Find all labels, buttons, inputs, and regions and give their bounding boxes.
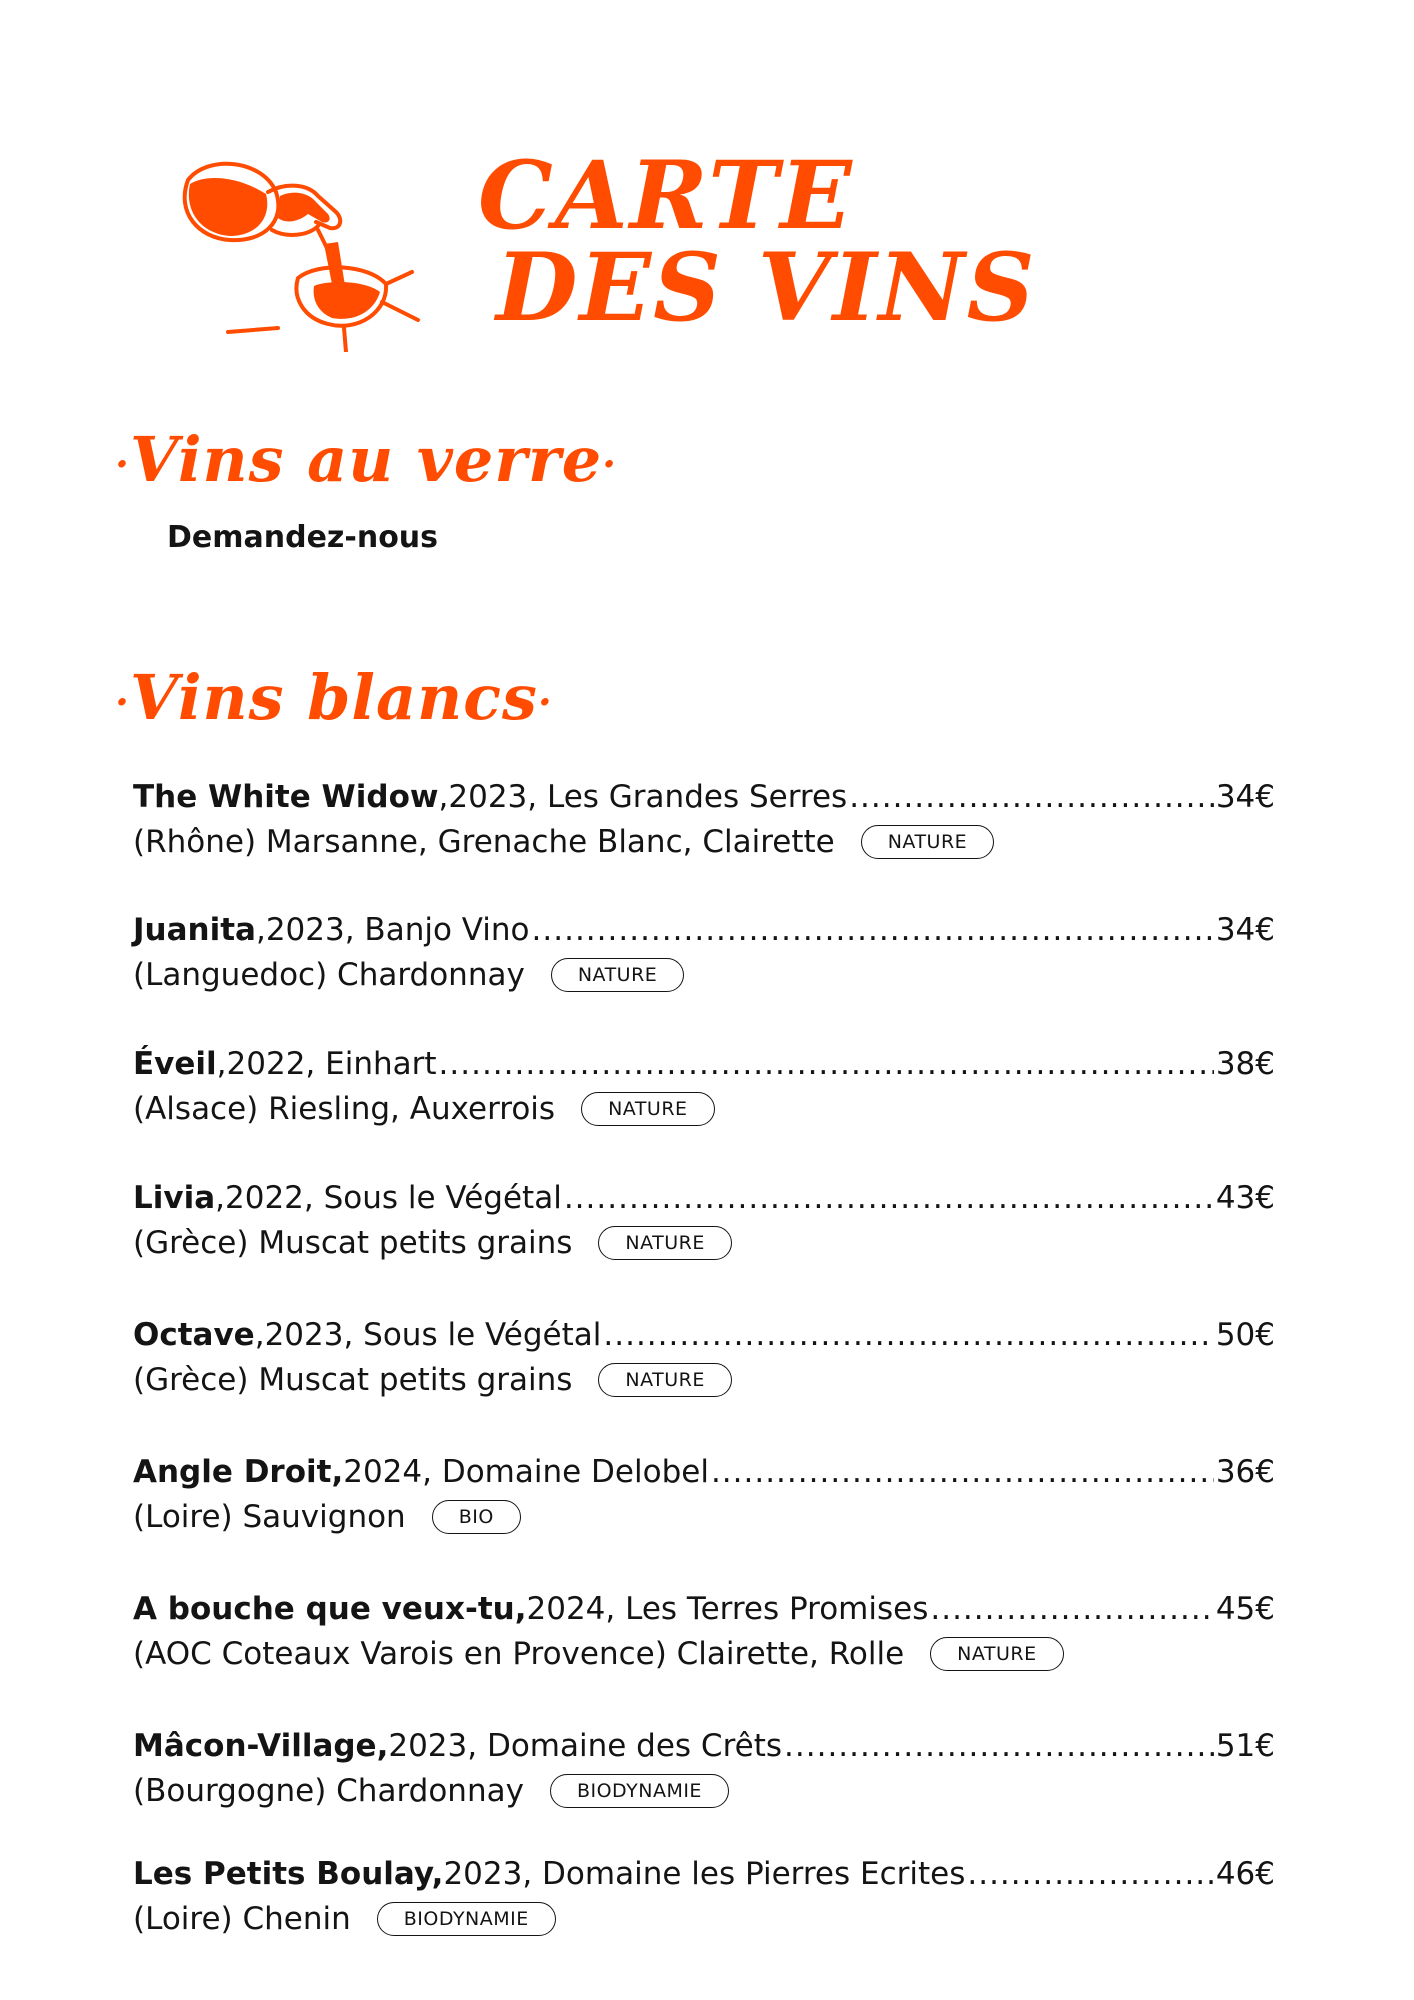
wine-details: 2023, Sous le Végétal <box>264 1317 602 1353</box>
section-heading-text: Vins au verre <box>129 423 603 496</box>
wine-price: 45€ <box>1215 1591 1275 1627</box>
wine-name: Livia <box>133 1180 216 1216</box>
wine-title-line <box>133 1313 1275 1357</box>
wine-region: (Loire) Sauvignon <box>133 1499 406 1535</box>
title-line-2: DES VINS <box>496 233 1037 343</box>
wine-name-separator: , <box>438 779 449 815</box>
wine-badge: NATURE <box>930 1637 1063 1671</box>
wine-badge: NATURE <box>581 1092 714 1126</box>
wine-name-separator: , <box>216 1046 227 1082</box>
leader-dots <box>784 1724 1214 1768</box>
wine-entry <box>133 1450 1275 1546</box>
wine-name-separator: , <box>254 1317 265 1353</box>
wine-region-line <box>133 1768 1275 1814</box>
wine-badge: NATURE <box>598 1226 731 1260</box>
bullet-dot-icon: · <box>602 441 618 488</box>
bullet-dot-icon: · <box>115 441 130 488</box>
wine-region: (Bourgogne) Chardonnay <box>133 1773 524 1809</box>
wine-price: 34€ <box>1215 912 1275 948</box>
wine-details: 2023, Les Grandes Serres <box>448 779 848 815</box>
wine-name: Octave <box>133 1317 255 1353</box>
glass-wine-note: Demandez-nous <box>167 520 439 555</box>
leader-dots <box>930 1587 1213 1631</box>
wine-region-line <box>133 952 1275 998</box>
wine-price: 51€ <box>1215 1728 1275 1764</box>
wine-region-line <box>133 1220 1275 1266</box>
wine-badge: BIODYNAMIE <box>377 1902 556 1936</box>
leader-dots <box>603 1313 1213 1357</box>
wine-region: (Languedoc) Chardonnay <box>133 957 525 993</box>
section-heading-text: Vins blancs <box>129 661 538 734</box>
wine-title-line <box>133 1042 1275 1086</box>
wine-entry <box>133 1176 1275 1272</box>
wine-details: 2023, Domaine les Pierres Ecrites <box>443 1856 966 1892</box>
wine-name: Mâcon-Village, <box>133 1728 389 1764</box>
wine-region-line <box>133 1494 1275 1540</box>
wine-region-line <box>133 1896 1275 1942</box>
wine-entry <box>133 1587 1275 1683</box>
wine-title-line <box>133 1587 1275 1631</box>
wine-name-separator: , <box>215 1180 225 1216</box>
wine-badge: NATURE <box>551 958 684 992</box>
wine-name: The White Widow <box>133 779 439 815</box>
wine-name: Les Petits Boulay, <box>133 1856 444 1892</box>
leader-dots <box>532 908 1214 952</box>
wine-details: 2022, Einhart <box>226 1046 437 1082</box>
wine-title-line <box>133 1852 1275 1896</box>
leader-dots <box>967 1852 1213 1896</box>
wine-title-line <box>133 908 1275 952</box>
title-line-1: CARTE <box>478 141 854 251</box>
wine-name: Éveil <box>133 1046 217 1082</box>
wine-price: 50€ <box>1215 1317 1275 1353</box>
section-heading-vins-au-verre <box>115 425 617 500</box>
wine-badge: NATURE <box>861 825 994 859</box>
leader-dots <box>711 1450 1214 1494</box>
wine-region: (Alsace) Riesling, Auxerrois <box>133 1091 556 1127</box>
wine-entry <box>133 1313 1275 1409</box>
wine-region: (AOC Coteaux Varois en Provence) Clairette, Rolle <box>133 1636 905 1672</box>
wine-title-line <box>133 1176 1275 1220</box>
wine-badge: BIO <box>432 1500 521 1534</box>
wine-region: (Grèce) Muscat petits grains <box>133 1362 573 1398</box>
wine-details: 2024, Les Terres Promises <box>526 1591 929 1627</box>
page-title <box>478 141 1037 343</box>
wine-entry <box>133 1852 1275 1948</box>
wine-title-line <box>133 1450 1275 1494</box>
wine-entry <box>133 1724 1275 1820</box>
wine-region: (Grèce) Muscat petits grains <box>133 1225 573 1261</box>
leader-dots <box>439 1042 1214 1086</box>
wine-entry <box>133 1042 1275 1138</box>
wine-details: 2023, Domaine des Crêts <box>388 1728 783 1764</box>
wine-price: 34€ <box>1215 779 1275 815</box>
wine-name-separator: , <box>255 912 266 948</box>
wine-region: (Rhône) Marsanne, Grenache Blanc, Clairette <box>133 824 835 860</box>
wine-title-line <box>133 1724 1275 1768</box>
wine-details: 2024, Domaine Delobel <box>343 1454 709 1490</box>
wine-region-line <box>133 1086 1275 1132</box>
leader-dots <box>564 1176 1214 1220</box>
wine-region-line <box>133 1631 1275 1677</box>
wine-region-line <box>133 1357 1275 1403</box>
wine-name: Juanita <box>133 912 256 948</box>
bullet-dot-icon: · <box>537 679 553 726</box>
wine-badge: NATURE <box>598 1363 731 1397</box>
wine-region: (Loire) Chenin <box>133 1901 351 1937</box>
leader-dots <box>849 775 1214 819</box>
wine-name: Angle Droit, <box>133 1454 344 1490</box>
wine-badge: BIODYNAMIE <box>550 1774 729 1808</box>
wine-price: 36€ <box>1215 1454 1275 1490</box>
bullet-dot-icon: · <box>115 679 130 726</box>
wine-details: 2022, Sous le Végétal <box>225 1180 562 1216</box>
hand-pouring-wine-icon <box>168 152 428 352</box>
wine-entry <box>133 908 1275 1004</box>
wine-details: 2023, Banjo Vino <box>265 912 530 948</box>
wine-price: 38€ <box>1215 1046 1275 1082</box>
wine-title-line <box>133 775 1275 819</box>
wine-entry <box>133 775 1275 871</box>
wine-price: 43€ <box>1215 1180 1275 1216</box>
wine-price: 46€ <box>1215 1856 1275 1892</box>
wine-region-line <box>133 819 1275 865</box>
section-heading-vins-blancs <box>115 663 553 738</box>
wine-name: A bouche que veux-tu, <box>133 1591 527 1627</box>
